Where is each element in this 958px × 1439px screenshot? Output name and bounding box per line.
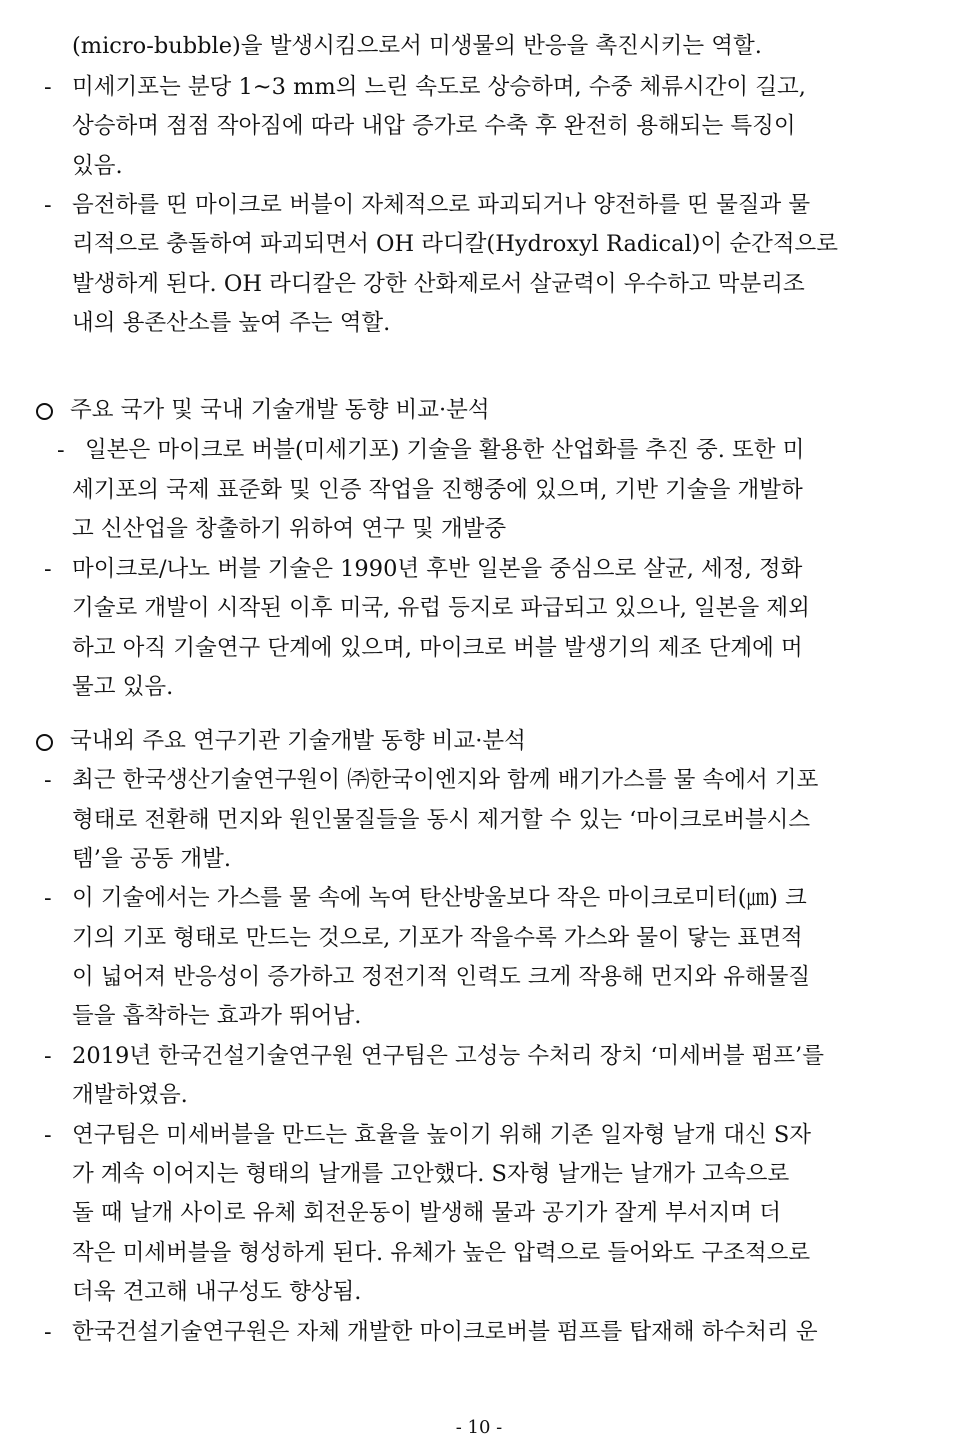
text-line: 고 신산업을 창출하기 위하여 연구 및 개발중 — [72, 516, 507, 542]
section-heading: 주요 국가 및 국내 기술개발 동향 비교·분석 — [0, 393, 958, 427]
bullet-line: - 마이크로/나노 버블 기술은 1990년 후반 일본을 중심으로 살균, 세정, 정화 — [0, 552, 958, 586]
circle-bullet-icon — [36, 403, 53, 420]
bullet-line: - 최근 한국생산기술연구원이 ㈜한국이엔지와 함께 배기가스를 물 속에서 기포 — [0, 763, 958, 797]
bullet-line: - 이 기술에서는 가스를 물 속에 녹여 탄산방울보다 작은 마이크로미터(㎛) 크 — [0, 881, 958, 915]
text-line: 내의 용존산소를 높여 주는 역할. — [72, 310, 391, 336]
dash-marker: - — [44, 192, 52, 218]
bullet-line: - 음전하를 띤 마이크로 버블이 자체적으로 파괴되거나 양전하를 띤 물질과 물 — [0, 188, 958, 222]
text-line: 물고 있음. — [72, 674, 174, 700]
bullet-line: - 연구팀은 미세버블을 만드는 효율을 높이기 위해 기존 일자형 날개 대신 S자 — [0, 1118, 958, 1152]
text-line: 세기포의 국제 표준화 및 인증 작업을 진행중에 있으며, 기반 기술을 개발하 — [72, 477, 803, 503]
bullet-line: - 일본은 마이크로 버블(미세기포) 기술을 활용한 산업화를 추진 중. 또한 미 — [0, 433, 958, 467]
text-line: 있음. — [72, 153, 123, 179]
text-line: 돌 때 날개 사이로 유체 회전운동이 발생해 물과 공기가 잘게 부서지며 더 — [72, 1200, 781, 1226]
dash-marker: - — [44, 74, 52, 100]
bullet-line: - 2019년 한국건설기술연구원 연구팀은 고성능 수처리 장치 ‘미세버블 펌프’를 — [0, 1039, 958, 1073]
text-line: 더욱 견고해 내구성도 향상됨. — [72, 1279, 362, 1305]
text-line: 기의 기포 형태로 만드는 것으로, 기포가 작을수록 가스와 물이 닿는 표면적 — [72, 925, 803, 951]
dash-marker: - — [44, 885, 52, 911]
text-line: 발생하게 된다. OH 라디칼은 강한 산화제로서 살균력이 우수하고 막분리조 — [72, 271, 805, 297]
text-line: 이 넓어져 반응성이 증가하고 정전기적 인력도 크게 작용해 먼지와 유해물질 — [72, 964, 811, 990]
text-line: 상승하며 점점 작아짐에 따라 내압 증가로 수축 후 완전히 용해되는 특징이 — [72, 113, 796, 139]
text-line: 형태로 전환해 먼지와 원인물질들을 동시 제거할 수 있는 ‘마이크로버블시스 — [72, 807, 811, 833]
text-line: 개발하였음. — [72, 1082, 188, 1108]
text-line: 리적으로 충돌하여 파괴되면서 OH 라디칼(Hydroxyl Radical)이 순간적으로 — [72, 231, 839, 257]
circle-bullet-icon — [36, 734, 53, 751]
text-line: 들을 흡착하는 효과가 뛰어남. — [72, 1003, 362, 1029]
text-line: 작은 미세버블을 형성하게 된다. 유체가 높은 압력으로 들어와도 구조적으로 — [72, 1240, 811, 1266]
bullet-line: - 미세기포는 분당 1~3 mm의 느린 속도로 상승하며, 수중 체류시간이 길고, — [0, 70, 958, 104]
bullet-line: - 한국건설기술연구원은 자체 개발한 마이크로버블 펌프를 탑재해 하수처리 운 — [0, 1315, 958, 1349]
page-number: - 10 - — [455, 1417, 503, 1438]
dash-marker: - — [44, 1043, 52, 1069]
text-line: 템’을 공동 개발. — [72, 846, 232, 872]
dash-marker: - — [44, 1122, 52, 1148]
text-line: 가 계속 이어지는 형태의 날개를 고안했다. S자형 날개는 날개가 고속으로 — [72, 1161, 790, 1187]
text-line: 기술로 개발이 시작된 이후 미국, 유럽 등지로 파급되고 있으나, 일본을 제외 — [72, 595, 810, 621]
dash-marker: - — [44, 1319, 52, 1345]
dash-marker: - — [57, 437, 65, 463]
dash-marker: - — [44, 556, 52, 582]
text-line: (micro-bubble)을 발생시킴으로서 미생물의 반응을 촉진시키는 역할. — [72, 33, 762, 59]
dash-marker: - — [44, 767, 52, 793]
text-line: 하고 아직 기술연구 단계에 있으며, 마이크로 버블 발생기의 제조 단계에 머 — [72, 635, 803, 661]
section-heading: 국내외 주요 연구기관 기술개발 동향 비교·분석 — [0, 724, 958, 758]
